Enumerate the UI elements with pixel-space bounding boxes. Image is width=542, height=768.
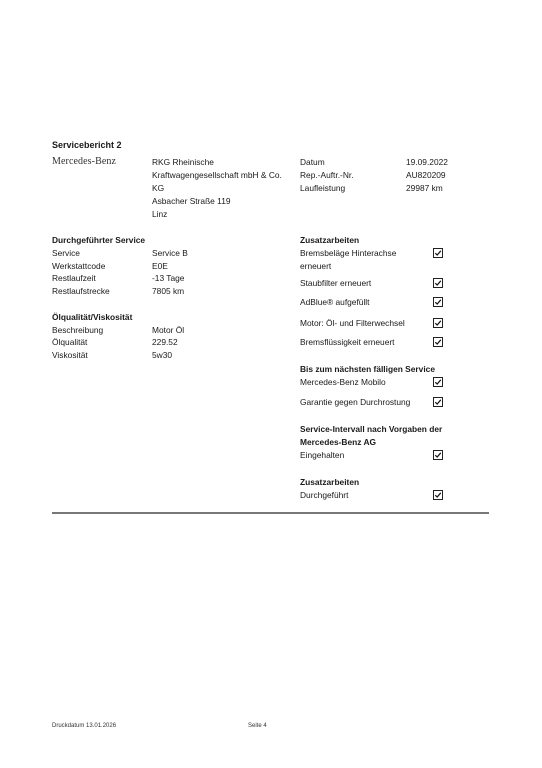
restlaufstrecke-label: Restlaufstrecke bbox=[52, 286, 110, 296]
mobilo-label: Mercedes-Benz Mobilo bbox=[300, 377, 386, 387]
service-title: Durchgeführter Service bbox=[52, 235, 146, 245]
zusatz-title: Zusatzarbeiten bbox=[300, 235, 360, 245]
durchrostung-label: Garantie gegen Durchrostung bbox=[300, 397, 411, 407]
interval-title-line2: Mercedes-Benz AG bbox=[300, 437, 377, 447]
eingehalten-checkbox[interactable] bbox=[433, 450, 443, 460]
check-icon bbox=[434, 279, 442, 287]
dealer-street: Asbacher Straße 119 bbox=[152, 196, 231, 206]
zusatz-item-5-label: Bremsflüssigkeit erneuert bbox=[300, 337, 395, 347]
check-icon bbox=[434, 491, 442, 499]
datum-value: 19.09.2022 bbox=[406, 157, 448, 167]
dealer-name-line2: Kraftwagengesellschaft mbH & Co. bbox=[152, 170, 282, 180]
section-divider bbox=[52, 512, 489, 514]
beschreibung-value: Motor Öl bbox=[152, 325, 185, 335]
rep-label: Rep.-Auftr.-Nr. bbox=[300, 170, 354, 180]
oil-title: Ölqualität/Viskosität bbox=[52, 312, 133, 322]
brand-logo: Mercedes-Benz bbox=[52, 156, 117, 167]
zusatz2-title: Zusatzarbeiten bbox=[300, 477, 360, 487]
beschreibung-label: Beschreibung bbox=[52, 325, 104, 335]
next-service-title: Bis zum nächsten fälligen Service bbox=[300, 364, 435, 374]
laufleistung-value: 29987 km bbox=[406, 183, 443, 193]
interval-title-line1: Service-Intervall nach Vorgaben der bbox=[300, 424, 443, 434]
dealer-name-line1: RKG Rheinische bbox=[152, 157, 214, 167]
page-number: Seite 4 bbox=[248, 723, 267, 729]
eingehalten-label: Eingehalten bbox=[300, 450, 345, 460]
laufleistung-label: Laufleistung bbox=[300, 183, 346, 193]
oelqualitaet-label: Ölqualität bbox=[52, 337, 88, 347]
restlaufzeit-label: Restlaufzeit bbox=[52, 273, 96, 283]
werkstattcode-value: E0E bbox=[152, 261, 168, 271]
zusatz-item-1-label-cont: erneuert bbox=[300, 261, 332, 271]
mobilo-checkbox[interactable] bbox=[433, 377, 443, 387]
dealer-name-line3: KG bbox=[152, 183, 165, 193]
restlaufstrecke-value: 7805 km bbox=[152, 286, 185, 296]
zusatz-item-5-checkbox[interactable] bbox=[433, 337, 443, 347]
check-icon bbox=[434, 249, 442, 257]
werkstattcode-label: Werkstattcode bbox=[52, 261, 106, 271]
zusatz-item-4-checkbox[interactable] bbox=[433, 318, 443, 328]
zusatz-item-3-checkbox[interactable] bbox=[433, 297, 443, 307]
print-date: Druckdatum 13.01.2026 bbox=[52, 723, 117, 729]
report-title: Servicebericht 2 bbox=[52, 140, 122, 150]
viskositaet-label: Viskosität bbox=[52, 350, 88, 360]
zusatz-item-2-label: Staubfilter erneuert bbox=[300, 278, 372, 288]
durchrostung-checkbox[interactable] bbox=[433, 397, 443, 407]
check-icon bbox=[434, 338, 442, 346]
datum-label: Datum bbox=[300, 157, 325, 167]
viskositaet-value: 5w30 bbox=[152, 350, 173, 360]
check-icon bbox=[434, 378, 442, 386]
dealer-city: Linz bbox=[152, 209, 168, 219]
service-label: Service bbox=[52, 248, 80, 258]
restlaufzeit-value: -13 Tage bbox=[152, 273, 185, 283]
zusatz-item-4-label: Motor: Öl- und Filterwechsel bbox=[300, 318, 405, 328]
zusatz-item-3-label: AdBlue® aufgefüllt bbox=[300, 297, 370, 307]
durchgefuehrt-label: Durchgeführt bbox=[300, 490, 349, 500]
zusatz-item-2-checkbox[interactable] bbox=[433, 278, 443, 288]
check-icon bbox=[434, 398, 442, 406]
check-icon bbox=[434, 319, 442, 327]
zusatz-item-1-checkbox[interactable] bbox=[433, 248, 443, 258]
service-value: Service B bbox=[152, 248, 188, 258]
oelqualitaet-value: 229.52 bbox=[152, 337, 178, 347]
rep-value: AU820209 bbox=[406, 170, 446, 180]
check-icon bbox=[434, 451, 442, 459]
durchgefuehrt-checkbox[interactable] bbox=[433, 490, 443, 500]
check-icon bbox=[434, 298, 442, 306]
zusatz-item-1-label: Bremsbeläge Hinterachse bbox=[300, 248, 397, 258]
